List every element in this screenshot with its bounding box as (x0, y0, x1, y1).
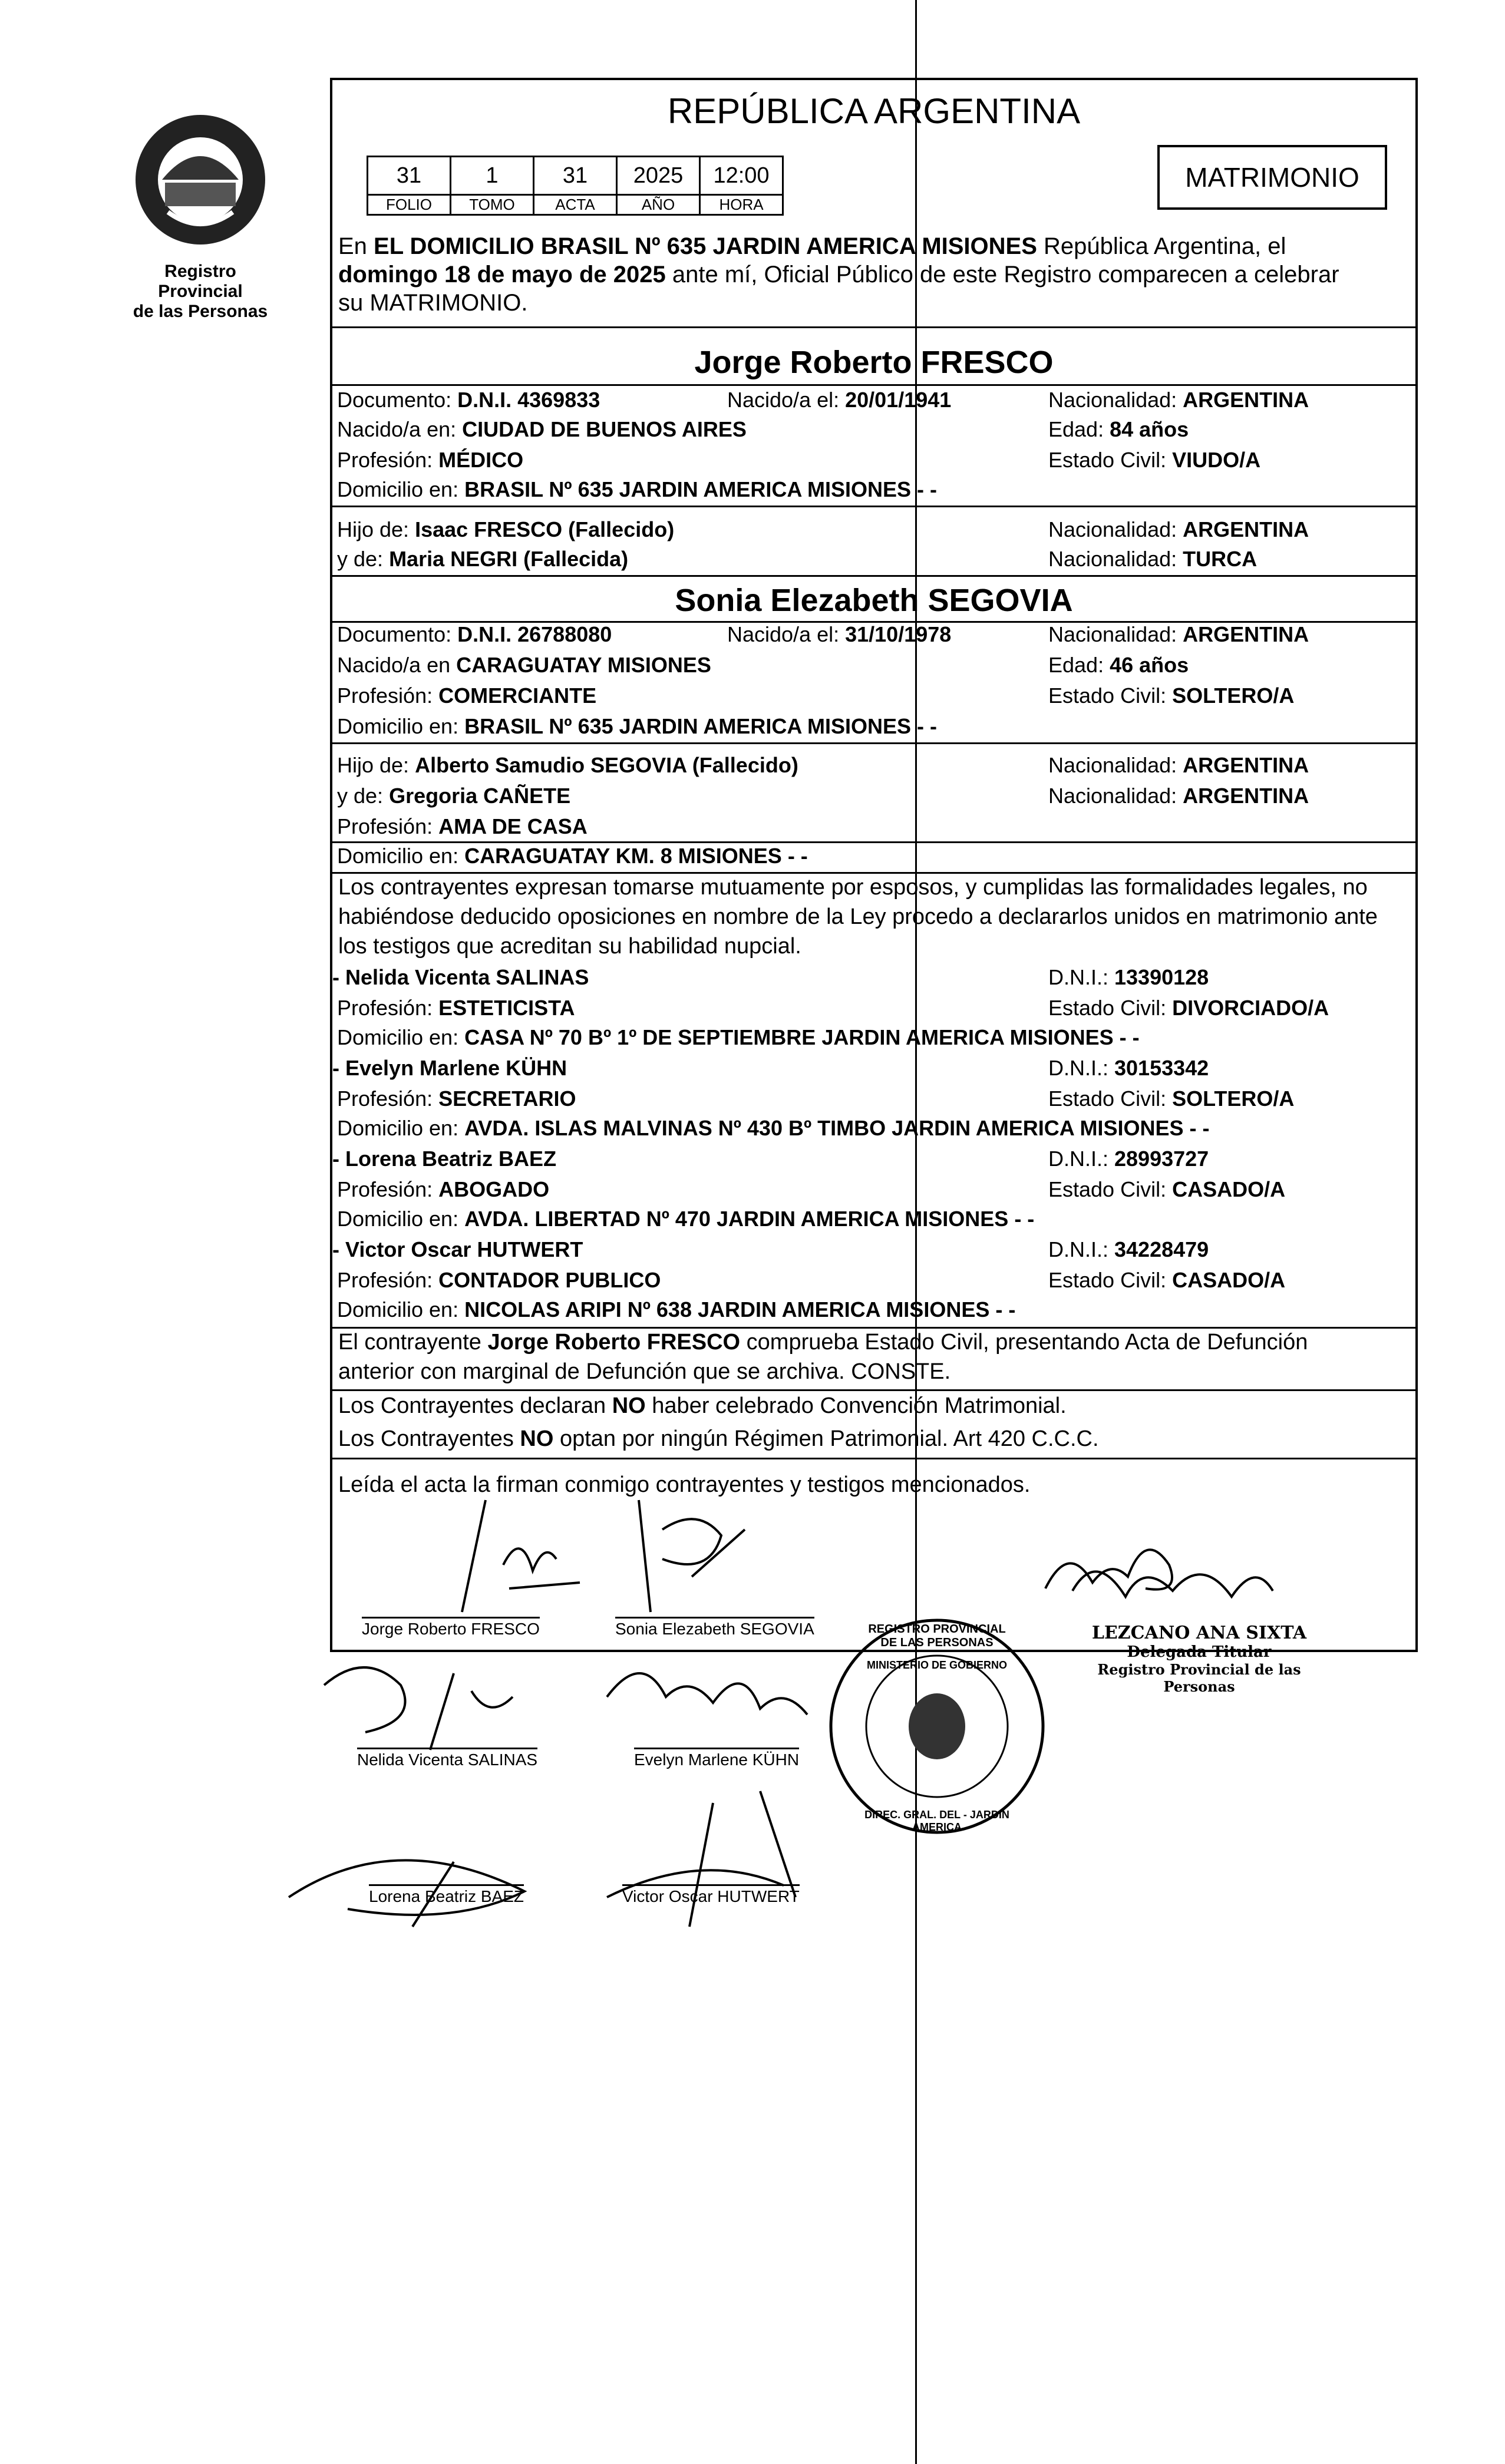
note-line-1: El contrayente Jorge Roberto FRESCO comprueba Estado Civil, presentando Acta de Defunción (338, 1330, 1308, 1355)
intro-line-2: domingo 18 de mayo de 2025 ante mí, Oficial Público de este Registro comparecen a celebrar (338, 262, 1339, 288)
signature-witness-4: Victor Oscar HUTWERT (622, 1884, 800, 1906)
hora-label: HORA (700, 195, 783, 215)
divider (332, 384, 1415, 386)
folio-label: FOLIO (368, 195, 451, 215)
closing-text: Leída el acta la firman conmigo contrayentes y testigos mencionados. (338, 1472, 1031, 1497)
officer-name: LEZCANO ANA SIXTA (1091, 1623, 1307, 1643)
page-title: REPÚBLICA ARGENTINA (667, 91, 1081, 131)
tomo-value: 1 (451, 157, 534, 195)
groom-name: Jorge Roberto FRESCO (694, 345, 1054, 380)
divider (332, 326, 1415, 328)
note-line-2: anterior con marginal de Defunción que se archiva. CONSTE. (338, 1359, 951, 1384)
seal-caption: Registro Provincial de las Personas (133, 262, 268, 321)
anio-label: AÑO (617, 195, 700, 215)
intro-line-3: su MATRIMONIO. (338, 290, 528, 316)
divider (332, 575, 1415, 577)
intro-line-1: En EL DOMICILIO BRASIL Nº 635 JARDIN AMERICA MISIONES República Argentina, el (338, 233, 1286, 259)
marriage-certificate: REPÚBLICA ARGENTINA 31 1 31 2025 12:00 FOLIO TOMO ACTA AÑO HORA MATRIMONIO En EL DOMICILIO BRASIL Nº 635 JARDIN AMERICA MISIONES República Argentina, el domingo 18 de mayo de 2025 ante mí, Oficial Público de este Registro comparecen a celebrar su MATRIMONIO. Jorge Roberto FRESCO Documento: D.N.I. 4369833 Nacido/a el: 20/01/1941 Nacionalidad: ARGENTINA Nacido/a en: CIUDAD DE BUENOS AIRES Edad: 84 años Profesión: MÉDICO Estado Civil: VIUDO/A Domicilio en: BRASIL Nº 635 JARDIN AMERICA MISIONES - - Hijo de: Isaac FRESCO (Fallecido) Nacionalidad: ARGENTINA y de: Maria NEGRI (Fallecida) Nacionalidad: TURCA Sonia Elezabeth SEGOVIA Documento: D.N.I. 26788080 Nacido/a el: 31/10/1978 Nacionalidad: ARGENTINA Nacido/a en CARAGUATAY MISIONES Edad: 46 años Profesión: COMERCIANTE Estado Civil: SOLTERO/A Domicilio en: BRASIL Nº 635 JARDIN AMERICA MISIONES - - Hijo de: Alberto Samudio SEGOVIA (Fallecido) Nacionalidad: ARGENTINA y de: Gregoria CAÑETE Nacionalidad: ARGENTINA Profesión: AMA DE CASA Domicilio en: CARAGUATAY KM. 8 MISIONES - - Los contrayentes expresan tomarse mutuamente por esposos, y cumplidas las formalidades legales, no habiéndose deducido oposiciones en nombre de la Ley procedo a declararlos unidos en matrimonio ante los testigos que acreditan su habilidad nupcial. - Nelida Vicenta SALINAS D.N.I.: 13390128 Profesión: ESTETICISTA Estado Civil: DIVORCIADO/A Domicilio en: CASA Nº 70 Bº 1º DE SEPTIEMBRE JARDIN AMERICA MISIONES - - - Evelyn Marlene KÜHN D.N.I.: 30153342 Profesión: SECRETARIO Estado Civil: SOLTERO/A Domicilio en: AVDA. ISLAS MALVINAS Nº 430 Bº TIMBO JARDIN AMERICA MISIONES - - - Lorena Beatriz BAEZ D.N.I.: 28993727 Profesión: ABOGADO Estado Civil: CASADO/A Domicilio en: AVDA. LIBERTAD Nº 470 JARDIN AMERICA MISIONES - - - Victor Oscar HUTWERT D.N.I.: 34228479 Profesión: CONTADOR PUBLICO Estado Civil: CASADO/A Domicilio en: NICOLAS ARIPI Nº 638 JARDIN AMERICA MISIONES - - El contrayente Jorge Roberto FRESCO comprueba Estado Civil, presentando Acta de Defunción anterior con marginal de Defunción que se archiva. CONSTE. Los Contrayentes declaran NO haber celebrado Convención Matrimonial. Los Contrayentes NO optan por ningún Régimen Patrimonial. Art 420 C.C.C. Leída el acta la firman conmigo contrayentes y testigos mencionados. Jorge Roberto FRESCO Sonia Elezabeth SEGOVIA (330, 78, 1418, 1652)
folio-value: 31 (368, 157, 451, 195)
signature-witness-3: Lorena Beatriz BAEZ (369, 1884, 524, 1906)
officer-stamp (1072, 1623, 1326, 1695)
declaration-line-3: los testigos que acreditan su habilidad nupcial. (338, 934, 801, 959)
acta-label: ACTA (534, 195, 617, 215)
stamp-ring-text: REGISTRO PROVINCIAL DE LAS PERSONAS (868, 1623, 1006, 1649)
signature-bride: Sonia Elezabeth SEGOVIA (615, 1617, 814, 1639)
stamp-bottom-text: DIREC. GRAL. DEL - JARDIN AMERICA (864, 1809, 1009, 1833)
provincial-seal (121, 109, 280, 322)
hora-value: 12:00 (700, 157, 783, 195)
convention-line-1: Los Contrayentes declaran NO haber celebrado Convención Matrimonial. (338, 1393, 1067, 1418)
divider (332, 1458, 1415, 1459)
witness-1-row-1: - Nelida Vicenta SALINAS D.N.I.: 13390128 (332, 965, 1209, 989)
witness-4-row-1: - Victor Oscar HUTWERT D.N.I.: 34228479 (332, 1237, 1209, 1261)
declaration-line-2: habiéndose deducido oposiciones en nombre de la Ley procedo a declararlos unidos en matrimonio ante (338, 904, 1378, 929)
bride-name: Sonia Elezabeth SEGOVIA (675, 583, 1073, 618)
document-type-box: MATRIMONIO (1157, 145, 1387, 210)
record-number-table (367, 156, 784, 216)
tomo-label: TOMO (451, 195, 534, 215)
acta-value: 31 (534, 157, 617, 195)
witness-2-row-1: - Evelyn Marlene KÜHN D.N.I.: 30153342 (332, 1056, 1209, 1080)
officer-org: Registro Provincial de las Personas (1097, 1661, 1301, 1695)
declaration-line-1: Los contrayentes expresan tomarse mutuamente por esposos, y cumplidas las formalidades legales, no (338, 875, 1368, 900)
officer-title: Delegada Titular (1127, 1643, 1272, 1661)
official-round-stamp (825, 1614, 1049, 1838)
signature-witness-1: Nelida Vicenta SALINAS (357, 1748, 537, 1769)
divider (332, 742, 1415, 744)
divider (332, 1389, 1415, 1391)
signature-groom: Jorge Roberto FRESCO (362, 1617, 540, 1639)
signature-witness-2: Evelyn Marlene KÜHN (634, 1748, 799, 1769)
divider (332, 506, 1415, 507)
anio-value: 2025 (617, 157, 700, 195)
misiones-seal-icon (121, 109, 280, 250)
witness-3-row-1: - Lorena Beatriz BAEZ D.N.I.: 28993727 (332, 1147, 1209, 1171)
convention-line-2: Los Contrayentes NO optan por ningún Régimen Patrimonial. Art 420 C.C.C. (338, 1426, 1099, 1451)
stamp-inner-text: MINISTERIO DE GOBIERNO (866, 1659, 1008, 1671)
